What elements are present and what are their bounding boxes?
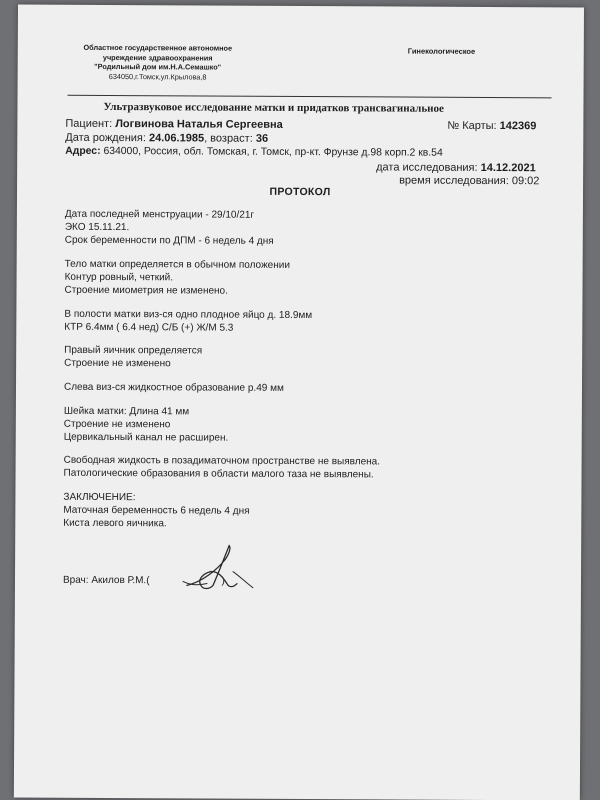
exam-title: Ультразвуковое исследование матки и придатков трансвагинальное xyxy=(103,101,443,115)
birth-date: 24.06.1985 xyxy=(149,132,204,144)
protocol-title: ПРОТОКОЛ xyxy=(17,185,583,200)
protocol-line: Строение не изменено xyxy=(64,419,171,431)
conclusion-title: ЗАКЛЮЧЕНИЕ: xyxy=(63,492,135,503)
protocol-line: Срок беременности по ДПМ - 6 недель 4 дня xyxy=(65,235,274,247)
exam-time-line xyxy=(399,175,539,188)
protocol-line: Дата последней менструации - 29/10/21г xyxy=(65,209,254,221)
doctor-label: Врач: Акилов Р.М.( xyxy=(63,575,150,586)
institution-address: 634050,г.Томск,ул.Крылова,8 xyxy=(58,72,258,83)
institution-line-1: Областное государственное автономное xyxy=(58,43,258,54)
protocol-line: В полости матки виз-ся одно плодное яйцо д. 18.9мм xyxy=(64,309,312,321)
card-number-line xyxy=(447,120,536,132)
protocol-line: Строение не изменено xyxy=(64,358,171,370)
age-value: 36 xyxy=(256,133,268,145)
birth-line xyxy=(65,132,268,145)
protocol-line: ЭКО 15.11.21. xyxy=(65,222,129,233)
birth-label: Дата рождения: xyxy=(65,132,146,144)
address-line xyxy=(65,146,443,159)
protocol-line: Тело матки определяется в обычном положении xyxy=(65,259,290,271)
doctor-close: ) xyxy=(222,576,225,587)
patient-name: Логвинова Наталья Сергеевна xyxy=(115,118,283,131)
patient-line xyxy=(65,118,283,131)
institution-block xyxy=(58,43,258,82)
exam-time: 09:02 xyxy=(512,175,540,187)
protocol-line: Цервикальный канал не расширен. xyxy=(64,432,229,444)
protocol-line: Свободная жидкость в позадиматочном пространстве не выявлена. xyxy=(64,455,380,468)
card-label: № Карты: xyxy=(447,120,496,132)
patient-label: Пациент: xyxy=(65,118,112,130)
card-number: 142369 xyxy=(500,120,537,132)
conclusion-line: Маточная беременность 6 недель 4 дня xyxy=(63,505,249,517)
conclusion-line: Киста левого яичника. xyxy=(63,518,166,530)
protocol-line: Правый яичник определяется xyxy=(64,345,202,357)
protocol-line: Строение миометрия не изменено. xyxy=(64,285,227,297)
exam-date-label: дата исследования: xyxy=(376,161,477,174)
institution-line-2: учреждение здравоохранения xyxy=(58,52,258,63)
protocol-line: Патологические образования в области малого таза не выявлены. xyxy=(64,468,374,481)
address-value: 634000, Россия, обл. Томская, г. Томск, пр-кт. Фрунзе д.98 корп.2 кв.54 xyxy=(103,146,442,159)
age-label: , возраст: xyxy=(204,132,253,144)
protocol-line: Слева виз-ся жидкостное образование р.49 мм xyxy=(64,382,284,394)
signature-icon xyxy=(173,541,263,593)
protocol-line: Шейка матки: Длина 41 мм xyxy=(64,406,189,418)
header-divider xyxy=(68,95,552,99)
exam-date: 14.12.2021 xyxy=(481,162,536,174)
institution-line-3: "Родильный дом им.Н.А.Семашко" xyxy=(58,62,258,73)
protocol-line: Контур ровный, четкий. xyxy=(65,272,174,284)
exam-date-line xyxy=(376,161,536,174)
protocol-sheet xyxy=(14,5,584,800)
department-name: Гинекологическое xyxy=(408,47,475,56)
protocol-line: КТР 6.4мм ( 6.4 нед) С/Б (+) Ж/М 5.3 xyxy=(64,322,233,334)
address-label: Адрес: xyxy=(65,146,100,157)
exam-time-label: время исследования: xyxy=(399,175,509,188)
